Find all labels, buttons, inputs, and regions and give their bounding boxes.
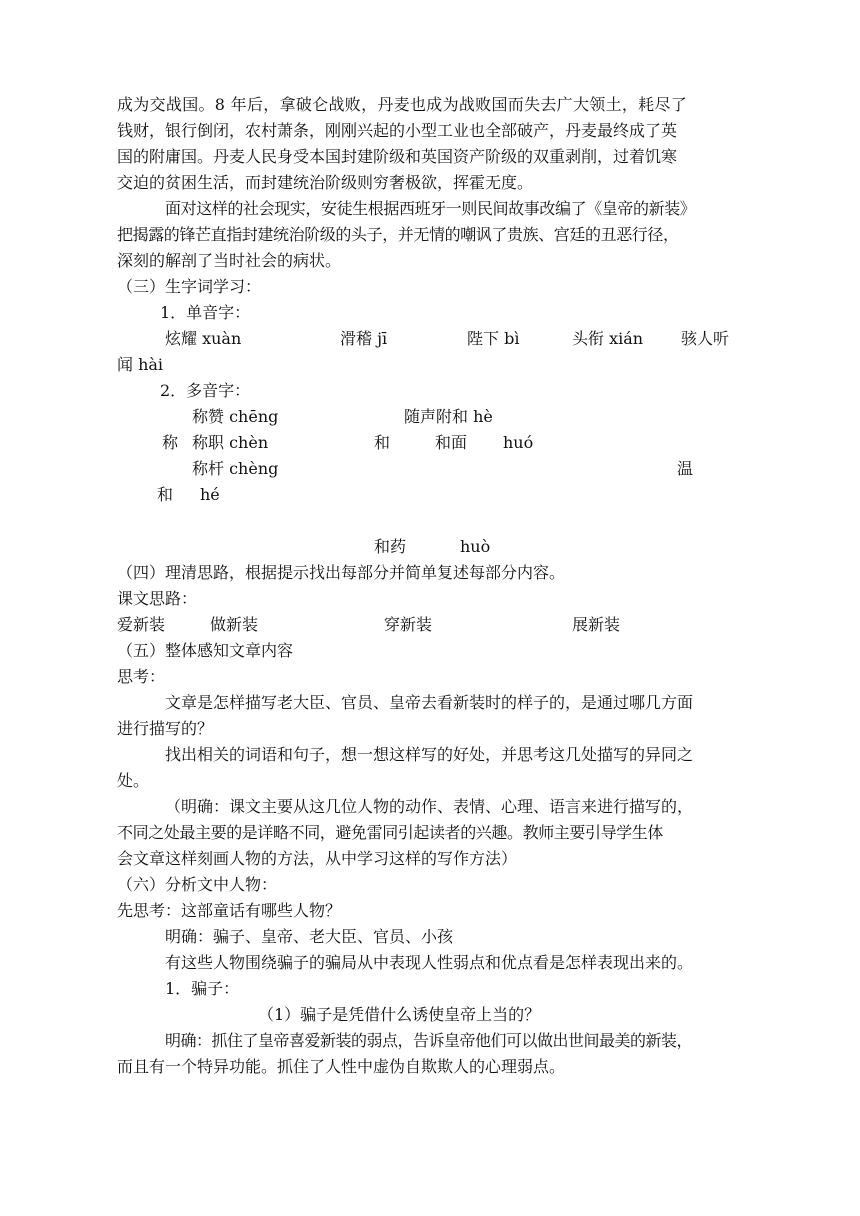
text-line: 深刻的解剖了当时社会的病状。 <box>117 251 342 270</box>
route-item: 爱新装 <box>117 615 166 634</box>
vocab-char: 和 <box>157 485 174 504</box>
label: 课文思路： <box>117 589 198 608</box>
vocab-item: hé <box>200 485 220 504</box>
vocab-item: 闻 hài <box>117 355 164 374</box>
vocab-item: 炫耀 xuàn <box>165 329 242 348</box>
vocab-item: 头衔 xián <box>572 329 644 348</box>
text-line: 钱财，银行倒闭，农村萧条，刚刚兴起的小型工业也全部破产，丹麦最终成了英 <box>117 121 678 140</box>
subheading: 1．骗子： <box>165 979 240 998</box>
vocab-char: 称 <box>162 433 179 452</box>
text-line: 进行描写的？ <box>117 719 214 738</box>
vocab-char: 和 <box>374 433 391 452</box>
vocab-item: 温 <box>677 459 694 478</box>
text-line: 国的附庸国。丹麦人民身受本国封建阶级和英国资产阶级的双重剥削，过着饥寒 <box>117 147 678 166</box>
section-heading: （四）理清思路，根据提示找出每部分并简单复述每部分内容。 <box>117 563 566 582</box>
text-line: 处。 <box>117 771 150 790</box>
text-line: 把揭露的锋芒直指封建统治阶级的头子，并无情的嘲讽了贵族、宫廷的丑恶行径， <box>117 225 679 244</box>
text-line: 文章是怎样描写老大臣、官员、皇帝去看新装时的样子的，是通过哪几方面 <box>165 693 694 712</box>
text-line: 先思考：这部童话有哪些人物？ <box>117 901 342 920</box>
text-line: 会文章这样刻画人物的方法，从中学习这样的写作方法） <box>117 849 518 868</box>
text-line: 找出相关的词语和句子，想一想这样写的好处，并思考这几处描写的异同之 <box>165 745 694 764</box>
text-line: 不同之处最主要的是详略不同，避免雷同引起读者的兴趣。教师主要引导学生体 <box>117 823 664 842</box>
text-line: 而且有一个特异功能。抓住了人性中虚伪自欺欺人的心理弱点。 <box>117 1057 566 1076</box>
vocab-item: 和面 <box>435 433 468 452</box>
vocab-item: 随声附和 hè <box>404 407 493 426</box>
route-item: 穿新装 <box>384 615 433 634</box>
vocab-item: 和药 <box>374 537 407 556</box>
subheading: 2．多音字： <box>160 381 251 400</box>
text-line: 成为交战国。8 年后，拿破仑战败，丹麦也成为战败国而失去广大领土，耗尽了 <box>117 95 688 114</box>
vocab-item: huó <box>503 433 534 452</box>
section-heading: （五）整体感知文章内容 <box>117 641 294 660</box>
text-line: 面对这样的社会现实，安徒生根据西班牙一则民间故事改编了《皇帝的新装》 <box>165 199 696 218</box>
label: 思考： <box>117 667 166 686</box>
vocab-item: 称杆 chèng <box>192 459 279 478</box>
text-line: （明确：课文主要从这几位人物的动作、表情、心理、语言来进行描写的， <box>165 797 694 816</box>
vocab-item: 骇人听 <box>681 329 730 348</box>
vocab-item: 陛下 bì <box>467 329 520 348</box>
vocab-item: 滑稽 jī <box>340 329 388 348</box>
text-line: 明确：抓住了皇帝喜爱新装的弱点，告诉皇帝他们可以做出世间最美的新装， <box>165 1031 693 1050</box>
route-item: 展新装 <box>572 615 621 634</box>
section-heading: （三）生字词学习： <box>117 277 262 296</box>
text-line: 交迫的贫困生活，而封建统治阶级则穷奢极欲，挥霍无度。 <box>117 173 534 192</box>
vocab-item: huò <box>460 537 491 556</box>
route-item: 做新装 <box>210 615 259 634</box>
vocab-item: 称职 chèn <box>192 433 269 452</box>
section-heading: （六）分析文中人物： <box>117 875 278 894</box>
vocab-item: 称赞 chēng <box>192 407 279 426</box>
subheading: 1．单音字： <box>160 303 251 322</box>
text-line: 有这些人物围绕骗子的骗局从中表现人性弱点和优点看是怎样表现出来的。 <box>165 953 694 972</box>
text-line: 明确：骗子、皇帝、老大臣、官员、小孩 <box>165 927 454 946</box>
text-line: （1）骗子是凭借什么诱使皇帝上当的？ <box>258 1005 541 1024</box>
